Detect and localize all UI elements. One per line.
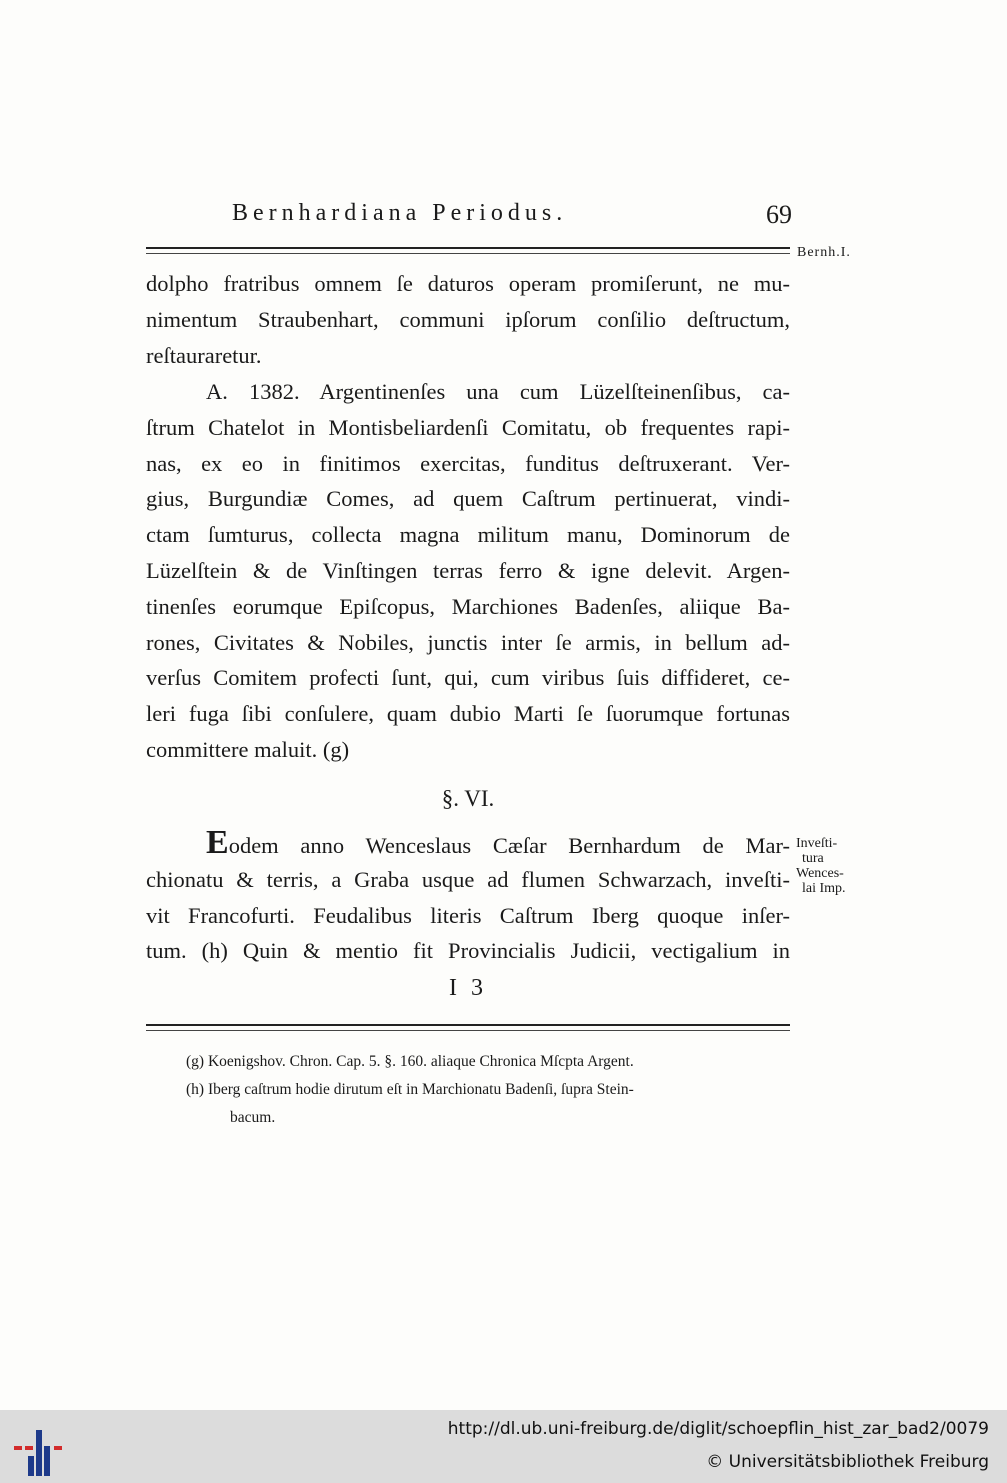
margin-label: Bernh.I.: [797, 245, 851, 260]
header-rule-top: [146, 247, 790, 249]
footnote-h-continued: bacum.: [230, 1109, 276, 1126]
footnote-rule-top: [146, 1024, 790, 1026]
text-line: rones, Civitates & Nobiles, junctis inter ſe armis, in bellum ad-: [146, 629, 790, 655]
text-line: Lüzelſtein & de Vinſtingen terras ferro & igne delevit. Argen-: [146, 557, 790, 583]
text-line: tum. (h) Quin & mentio fit Provincialis Judicii, vectigalium in: [146, 938, 790, 964]
text-line: ſtrum Chatelot in Montisbeliardenſi Comitatu, ob frequentes rapi-: [146, 414, 790, 440]
marginal-note-line: lai Imp.: [802, 881, 846, 896]
marginal-note: [796, 836, 876, 896]
ub-freiburg-logo-icon[interactable]: [14, 1420, 66, 1476]
drop-cap: E: [206, 824, 229, 861]
text-line: vit Francofurti. Feudalibus literis Caſtrum Iberg quoque inſer-: [146, 902, 790, 928]
text-line: nas, ex eo in finitimos exercitas, funditus deſtruxerant. Ver-: [146, 450, 790, 476]
text-line: chionatu & terris, a Graba usque ad flumen Schwarzach, inveſti-: [146, 866, 790, 892]
text-line: committere maluit. (g): [146, 736, 350, 762]
footnote-g: (g) Koenigshov. Chron. Cap. 5. §. 160. aliaque Chronica Mſcpta Argent.: [186, 1053, 634, 1070]
text-line: ctam ſumturus, collecta magna militum manu, Dominorum de: [146, 522, 790, 548]
paragraph-section-vi: [146, 826, 790, 969]
text-line-first: [146, 826, 790, 862]
signature-mark: I 3: [449, 975, 487, 1001]
marginal-note-line: Inveſti-: [796, 836, 838, 851]
text-line: nimentum Straubenhart, communi ipſorum conſilio deſtructum,: [146, 306, 790, 332]
section-heading: §. VI.: [441, 786, 495, 811]
source-url-link[interactable]: http://dl.ub.uni-freiburg.de/diglit/schoepflin_hist_zar_bad2/0079: [447, 1419, 989, 1439]
paragraph-1382: [146, 374, 790, 768]
marginal-note-line: tura: [802, 851, 824, 866]
text-line: leri fuga ſibi conſulere, quam dubio Marti ſe ſuorumque fortunas: [146, 701, 790, 727]
viewer-footer: [0, 1410, 1007, 1483]
running-head: [232, 200, 792, 236]
paragraph-continued: [146, 266, 790, 373]
text-line: verſus Comitem profecti ſunt, qui, cum viribus ſuis diffideret, ce-: [146, 665, 790, 691]
copyright-notice: © Universitätsbibliothek Freiburg: [706, 1452, 989, 1472]
text-line: tinenſes eorumque Epiſcopus, Marchiones Badenſes, aliique Ba-: [146, 593, 790, 619]
text-line: A. 1382. Argentinenſes una cum Lüzelſteinenſibus, ca-: [206, 379, 790, 404]
text-line: gius, Burgundiæ Comes, ad quem Caſtrum pertinuerat, vindi-: [146, 486, 790, 512]
page-number: 69: [766, 200, 792, 229]
text-line: reſtauraretur.: [146, 342, 262, 368]
running-title: Bernhardiana Periodus.: [232, 200, 568, 226]
footnotes: [186, 1048, 786, 1132]
footnote-h: (h) Iberg caſtrum hodie dirutum eſt in Marchionatu Badenſi, ſupra Stein-: [186, 1081, 634, 1098]
header-rule-bottom: [146, 253, 790, 254]
marginal-note-line: Wences-: [796, 866, 844, 881]
text-line: dolpho fratribus omnem ſe daturos operam promiſerunt, ne mu-: [146, 271, 790, 296]
footnote-rule-bottom: [146, 1030, 790, 1031]
text-line: odem anno Wenceslaus Cæſar Bernhardum de Mar-: [228, 833, 790, 858]
